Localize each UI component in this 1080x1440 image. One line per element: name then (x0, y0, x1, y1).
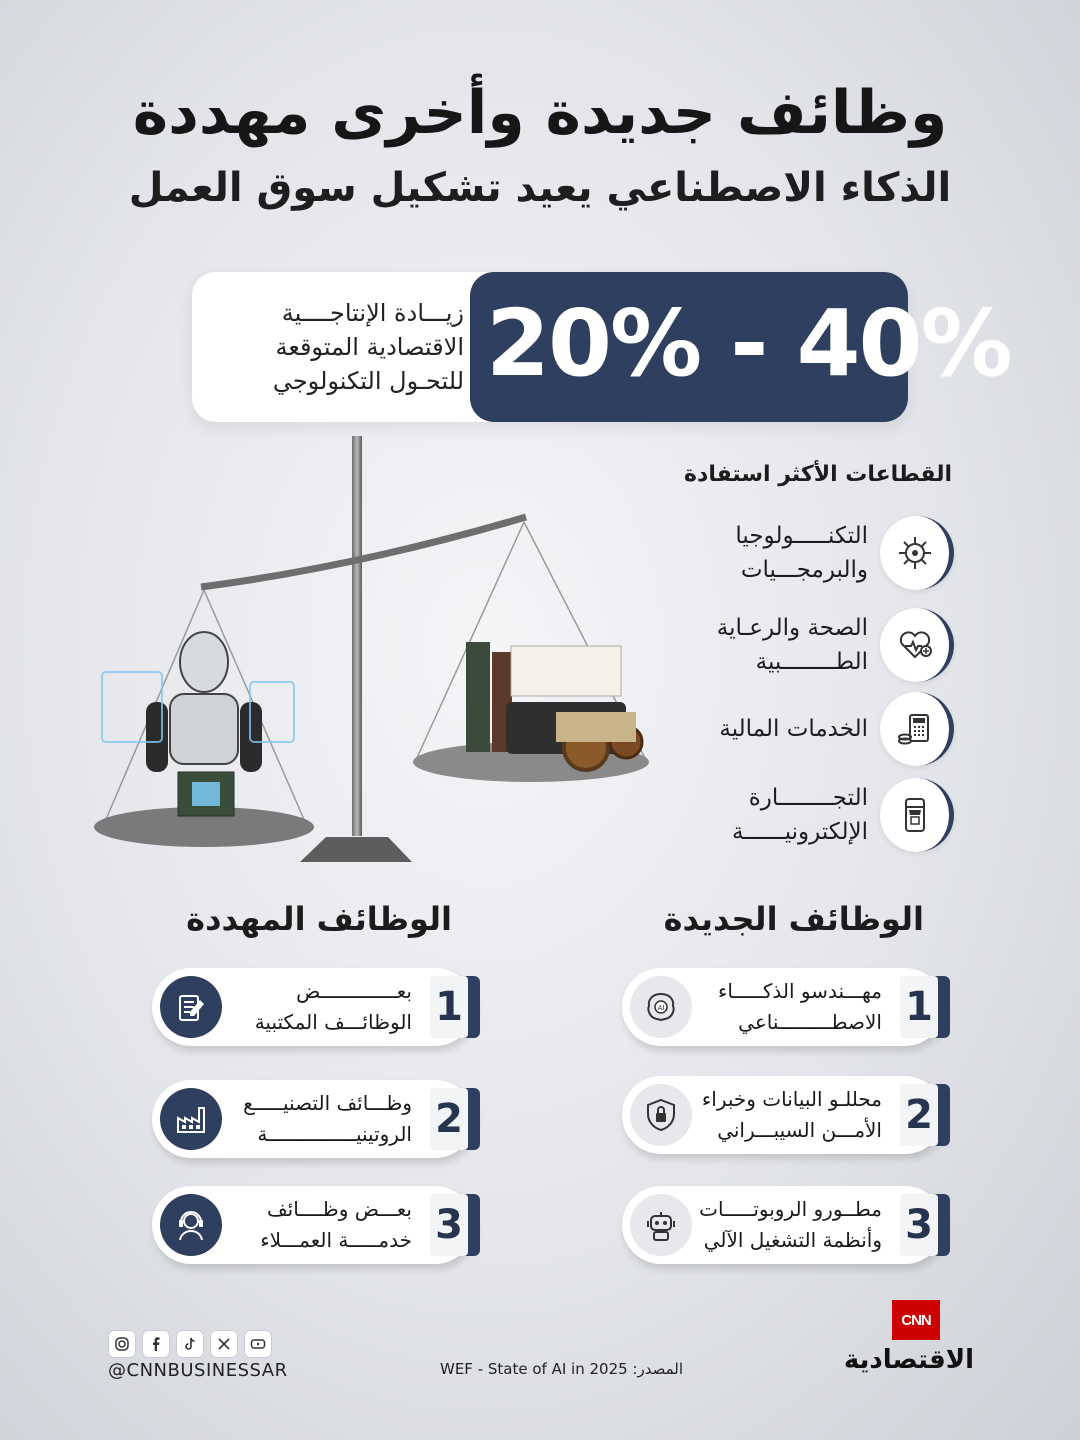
card-label: الأمـــن السيبـــراني (717, 1118, 882, 1142)
headset-agent-icon (160, 1194, 222, 1256)
heart-plus-icon (880, 608, 954, 682)
card-label: خدمـــــة العمـــلاء (260, 1228, 412, 1252)
source-note: المصدر: WEF - State of AI in 2025 (440, 1360, 684, 1378)
instagram-icon[interactable] (108, 1330, 136, 1358)
stat-description (208, 296, 464, 398)
card-label: الاصطـــــــــناعي (738, 1010, 882, 1034)
threatened-job-card-2 (152, 1080, 474, 1158)
card-number-value: 3 (900, 1194, 938, 1256)
new-job-card-1 (622, 968, 944, 1046)
x-icon[interactable] (210, 1330, 238, 1358)
sector-item-technology (654, 514, 954, 592)
card-label: وظـــائف التصنيـــــع (243, 1091, 412, 1115)
youtube-icon[interactable] (244, 1330, 272, 1358)
cnn-logo: CNN (892, 1300, 940, 1340)
sector-item-ecommerce (654, 776, 954, 854)
sector-label: التجــــــــارة (748, 785, 868, 811)
card-label: مطــورو الروبوتـــــات (699, 1197, 882, 1221)
robot-icon (630, 1194, 692, 1256)
page-subtitle: الذكاء الاصطناعي يعيد تشكيل سوق العمل (128, 165, 952, 211)
card-number (900, 1194, 950, 1256)
card-label: بعـــض وظــــائف (266, 1197, 412, 1221)
sector-item-finance (654, 690, 954, 768)
stat-value-panel (470, 272, 1011, 422)
threatened-jobs-title: الوظائف المهددة (186, 900, 452, 938)
page-title: وظائف جديدة وأخرى مهددة (132, 78, 948, 148)
social-handle: @CNNBUSINESSAR (108, 1360, 288, 1381)
productivity-stat-card (192, 272, 1011, 422)
card-label: الروتينيـــــــــــــــة (257, 1122, 412, 1146)
card-number (430, 1088, 480, 1150)
card-number (900, 1084, 950, 1146)
brand-logo-text: الاقتصادية (843, 1345, 974, 1375)
card-label: محللـو البيانات وخبراء (701, 1087, 882, 1111)
sector-label: الصحة والرعـاية (716, 615, 868, 641)
card-number-value: 2 (900, 1084, 938, 1146)
card-number (430, 1194, 480, 1256)
threatened-job-card-1 (152, 968, 474, 1046)
scale-base (300, 837, 412, 862)
balance-scale-illustration (86, 432, 666, 882)
card-number-value: 1 (900, 976, 938, 1038)
sector-label: الإلكترونيــــــة (731, 819, 868, 845)
sector-item-healthcare (654, 606, 954, 684)
typewriter-and-books (466, 642, 642, 770)
stat-description-line: زيـــادة الإنتاجــــية (281, 299, 464, 327)
stat-value: 20% - 40% (486, 290, 1011, 397)
card-number-value: 2 (430, 1088, 468, 1150)
robot-figure (146, 632, 262, 816)
threatened-job-card-3 (152, 1186, 474, 1264)
card-number (430, 976, 480, 1038)
card-label: وأنظمة التشغيل الآلي (703, 1228, 882, 1252)
card-label: الوظائـــف المكتبية (254, 1010, 412, 1034)
new-jobs-title: الوظائف الجديدة (663, 900, 924, 938)
sectors-title: القطاعات الأكثر استفادة (684, 462, 952, 487)
card-label: بعـــــــــــــض (296, 979, 412, 1003)
facebook-icon[interactable] (142, 1330, 170, 1358)
stat-description-line: للتحـول التكنولوجي (272, 367, 464, 395)
mobile-shop-icon (880, 778, 954, 852)
factory-icon (160, 1088, 222, 1150)
sector-label: الخدمات المالية (719, 716, 868, 742)
ai-brain-icon (630, 976, 692, 1038)
card-number-value: 3 (430, 1194, 468, 1256)
sector-label: التكنـــــولوجيا (735, 523, 868, 549)
sector-label: الطــــــــبية (755, 649, 868, 675)
social-links (108, 1330, 272, 1358)
sector-label: والبرمجـــيات (740, 557, 868, 583)
office-document-icon (160, 976, 222, 1038)
tiktok-icon[interactable] (176, 1330, 204, 1358)
card-label: مهـــندسو الذكـــــاء (718, 979, 882, 1003)
stat-description-line: الاقتصادية المتوقعة (275, 333, 464, 361)
scale-beam (201, 517, 526, 587)
cpu-gear-icon (880, 516, 954, 590)
scale-pole (352, 436, 362, 836)
security-shield-icon (630, 1084, 692, 1146)
new-job-card-3 (622, 1186, 944, 1264)
new-job-card-2 (622, 1076, 944, 1154)
calculator-coins-icon (880, 692, 954, 766)
card-number-value: 1 (430, 976, 468, 1038)
card-number (900, 976, 950, 1038)
svg-text:AI: AI (657, 1004, 665, 1012)
